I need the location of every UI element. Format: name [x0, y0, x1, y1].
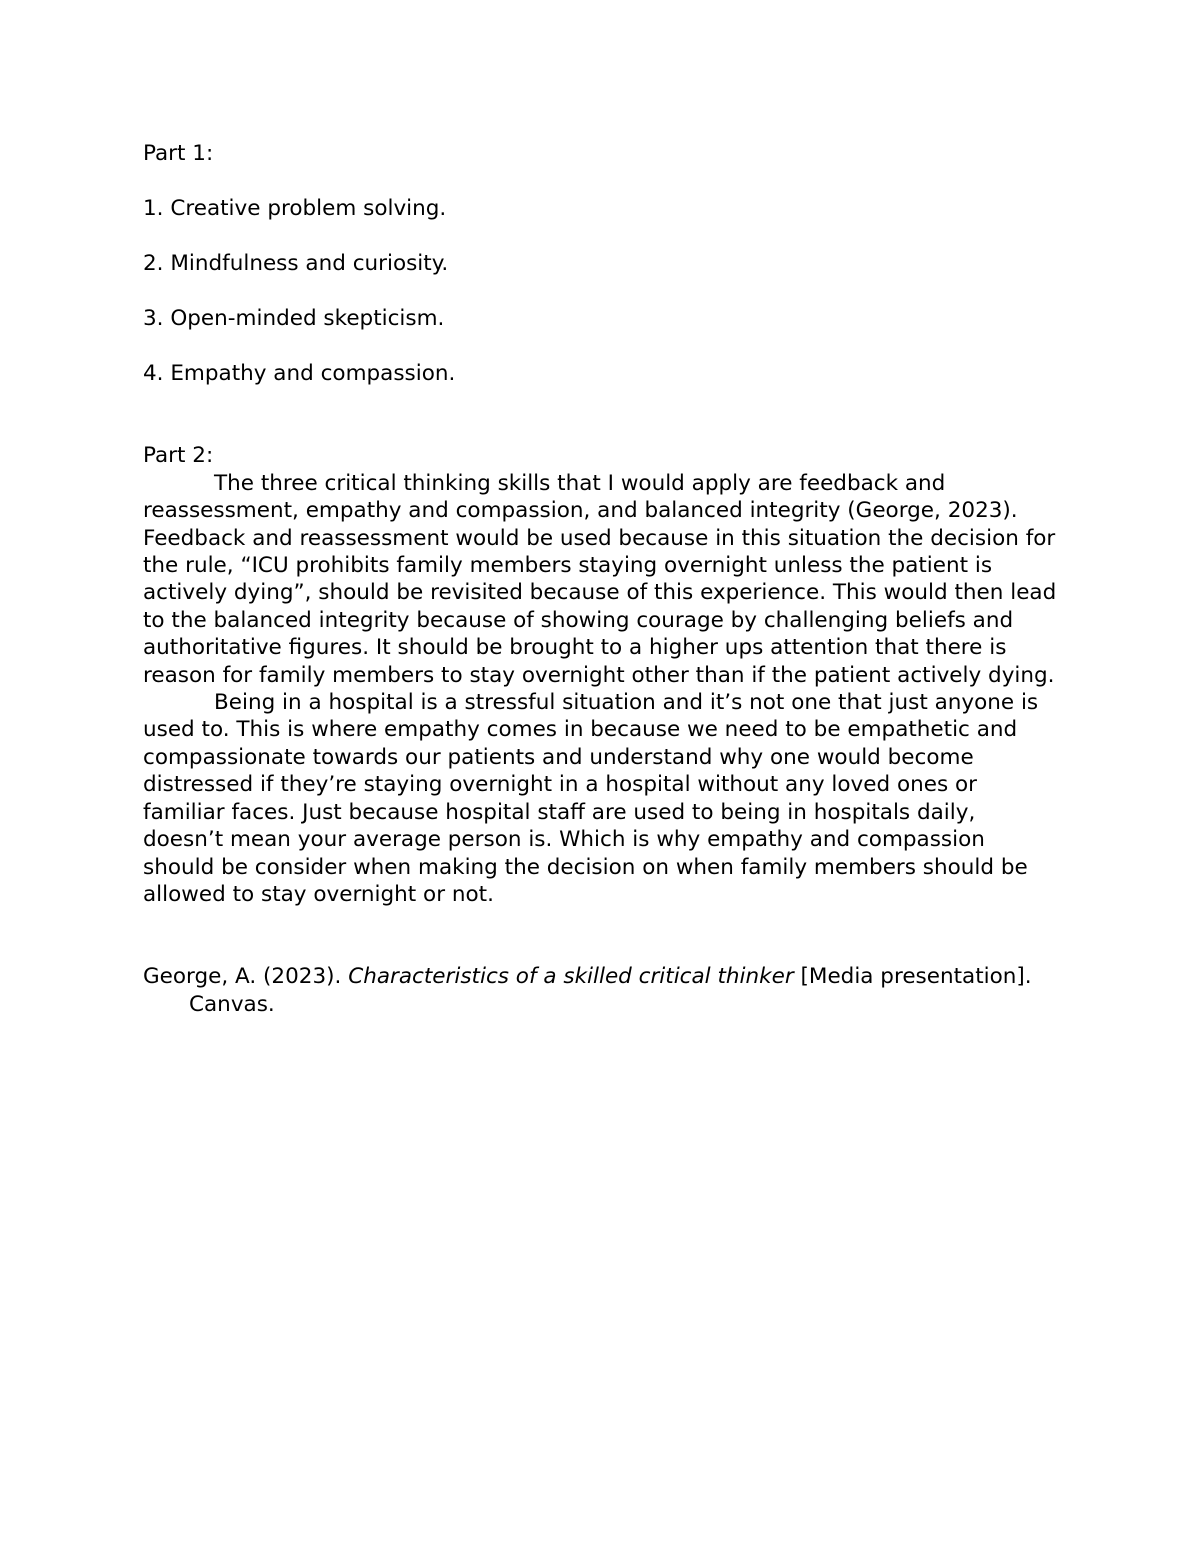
reference-medium: [Media presentation].: [793, 964, 1032, 990]
part1-item-3: 3. Open-minded skepticism.: [143, 306, 445, 331]
part2-paragraph-1: The three critical thinking skills that I would apply are feedback and reassessment, empathy and compassion, and balanced integrity (George, 2023). Feedback and reassessment would be used because in this situation the decision for the rule, “ICU prohibits family members staying overnight unless the patient is actively dying”, should be revisited because of this experience. This would then lead to the balanced integrity because of showing courage by challenging beliefs and authoritative figures. It should be brought to a higher ups attention that there is reason for family members to stay overnight other than if the patient actively dying.: [143, 470, 1057, 688]
part1-item-2: 2. Mindfulness and curiosity.: [143, 251, 449, 276]
part1-item-4: 4. Empathy and compassion.: [143, 361, 456, 386]
reference-author-year: George, A. (2023).: [143, 964, 349, 990]
part2-paragraph-2: Being in a hospital is a stressful situation and it’s not one that just anyone is used to. This is where empathy comes in because we need to be empathetic and compassionate towards our patients and understand why one would become distressed if they’re staying overnight in a hospital without any loved ones or familiar faces. Just because hospital staff are used to being in hospitals daily, doesn’t mean your average person is. Which is why empathy and compassion should be consider when making the decision on when family members should be allowed to stay overnight or not.: [143, 690, 1039, 907]
part1-heading: Part 1:: [143, 141, 214, 166]
part1-item-1: 1. Creative problem solving.: [143, 196, 447, 221]
part2-heading: Part 2:: [143, 443, 214, 469]
reference-title: Characteristics of a skilled critical thinker: [348, 964, 794, 990]
document-body: [143, 140, 1058, 1018]
reference-citation: [143, 963, 1058, 1018]
reference-source: Canvas.: [189, 991, 275, 1017]
